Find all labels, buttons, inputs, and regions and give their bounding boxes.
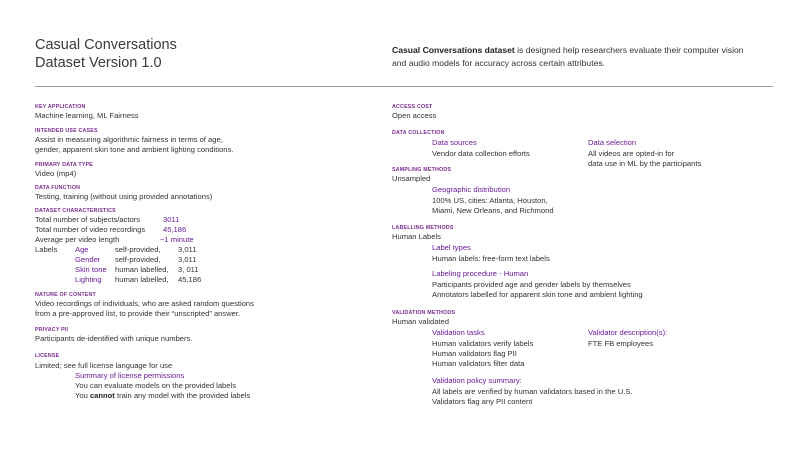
key-application-label: KEY APPLICATION (35, 104, 86, 110)
label-row-count: 3,011 (178, 245, 197, 254)
intro-bold: Casual Conversations dataset (392, 45, 515, 55)
geo-title: Geographic distribution (432, 185, 511, 194)
primary-data-type-label: PRIMARY DATA TYPE (35, 162, 94, 168)
label-row-name: Skin tone (75, 265, 107, 274)
license-cannot-bold: cannot (89, 391, 115, 400)
nature-line1: Video recordings of individuals, who are asked random questions (35, 299, 254, 308)
access-cost-text: Open access (392, 111, 437, 120)
access-cost-label: ACCESS COST (392, 104, 433, 110)
data-sources-title: Data sources (432, 138, 477, 147)
intended-use-line1: Assist in measuring algorithmic fairness in terms of age, (35, 135, 223, 144)
license-cannot (75, 391, 250, 401)
policy-line2: Validators flag any PII content (432, 397, 533, 406)
intended-use-label: INTENDED USE CASES (35, 128, 98, 134)
nature-of-content-label: NATURE OF CONTENT (35, 292, 96, 298)
dataset-characteristics-label: DATASET CHARACTERISTICS (35, 208, 116, 214)
validation-methods-label: VALIDATION METHODS (392, 310, 456, 316)
validator-description-text: FTE FB employees (588, 339, 653, 348)
privacy-label: PRIVACY PII (35, 327, 69, 333)
validation-task: Human validators flag PII (432, 349, 517, 358)
label-row-name: Age (75, 245, 89, 254)
intended-use-line2: gender, apparent skin tone and ambient lighting conditions. (35, 145, 234, 154)
label-row-name: Gender (75, 255, 101, 264)
videos-value: 45,186 (163, 225, 187, 234)
length-value: ~1 minute (160, 235, 194, 244)
label-row-method: human labelled, (115, 275, 169, 284)
data-selection-title: Data selection (588, 138, 637, 147)
data-selection-line1: All videos are opted-in for (588, 149, 675, 158)
license-text: Limited; see full license language for use (35, 361, 173, 370)
procedure-line2: Annotators labelled for apparent skin tone and ambient lighting (432, 290, 643, 299)
license-cannot-pre: You (75, 391, 90, 400)
labels-word: Labels (35, 245, 58, 254)
subjects-value: 3011 (163, 215, 180, 224)
data-collection-label: DATA COLLECTION (392, 130, 445, 136)
label-row-count: 45,186 (178, 275, 202, 284)
intro-text (392, 44, 752, 70)
geo-line2: Miami, New Orleans, and Richmond (432, 206, 554, 215)
license-cannot-post: train any model with the provided labels (114, 391, 251, 400)
primary-data-type-text: Video (mp4) (35, 169, 77, 178)
data-sources-text: Vendor data collection efforts (432, 149, 530, 158)
label-types-title: Label types (432, 243, 471, 252)
labeling-procedure-title: Labeling procedure - Human (432, 269, 529, 278)
intro-rest: is designed help researchers evaluate their computer vision and audio models for accuracy across certain attributes. (392, 45, 744, 68)
labelling-text: Human Labels (392, 232, 441, 241)
labelling-methods-label: LABELLING METHODS (392, 225, 454, 231)
label-types-text: Human labels: free-form text labels (432, 254, 550, 263)
page-subtitle: Dataset Version 1.0 (35, 55, 162, 71)
label-row-count: 3,011 (178, 255, 197, 264)
validation-task: Human validators filter data (432, 359, 525, 368)
validator-description-title: Validator description(s): (588, 328, 668, 337)
sampling-text: Unsampled (392, 174, 431, 183)
geo-line1: 100% US, cities: Atlanta, Houston, (432, 196, 548, 205)
validation-text: Human validated (392, 317, 449, 326)
length-label: Average per video length (35, 235, 120, 244)
nature-line2: from a pre-approved list, to provide their “unscripted” answer. (35, 309, 241, 318)
videos-label: Total number of video recordings (35, 225, 146, 234)
data-function-text: Testing, training (without using provided annotations) (35, 192, 213, 201)
policy-line1: All labels are verified by human validators based in the U.S. (432, 387, 633, 396)
label-row-method: self-provided, (115, 255, 161, 264)
validation-tasks-title: Validation tasks (432, 328, 485, 337)
license-can: You can evaluate models on the provided labels (75, 381, 236, 390)
label-row-method: human labelled, (115, 265, 169, 274)
privacy-text: Participants de-identified with unique numbers. (35, 334, 193, 343)
page-title: Casual Conversations (35, 37, 177, 53)
data-function-label: DATA FUNCTION (35, 185, 81, 191)
procedure-line1: Participants provided age and gender labels by themselves (432, 280, 631, 289)
validation-task: Human validators verify labels (432, 339, 534, 348)
license-summary-title: Summary of license permissions (75, 371, 185, 380)
data-selection-line2: data use in ML by the participants (588, 159, 702, 168)
label-row-count: 3, 011 (178, 265, 199, 274)
key-application-text: Machine learning, ML Fairness (35, 111, 139, 120)
label-row-method: self-provided, (115, 245, 161, 254)
header-divider (35, 86, 773, 87)
subjects-label: Total number of subjects/actors (35, 215, 141, 224)
label-row-name: Lighting (75, 275, 102, 284)
validation-policy-title: Validation policy summary: (432, 376, 522, 385)
sampling-methods-label: SAMPLING METHODS (392, 167, 452, 173)
license-label: LICENSE (35, 353, 60, 359)
